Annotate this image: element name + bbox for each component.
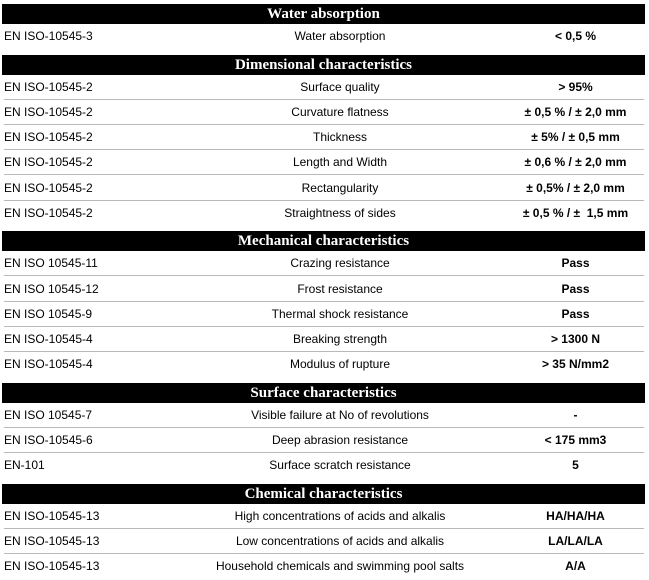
- value-cell: LA/LA/LA: [548, 534, 603, 549]
- property-cell: Frost resistance: [297, 281, 383, 296]
- standard-cell: EN ISO 10545-9: [4, 306, 93, 321]
- table-row: [0, 453, 649, 478]
- standard-cell: EN ISO-10545-2: [4, 205, 93, 220]
- property-cell: Rectangularity: [301, 180, 379, 195]
- table-row: [0, 277, 649, 302]
- section-header: Chemical characteristics: [2, 484, 645, 504]
- table-row: [0, 75, 649, 100]
- standard-cell: EN ISO-10545-4: [4, 357, 93, 372]
- standard-cell: EN ISO-10545-6: [4, 433, 93, 448]
- section-header: Mechanical characteristics: [2, 231, 645, 251]
- property-cell: Deep abrasion resistance: [271, 433, 409, 448]
- standard-cell: EN ISO-10545-2: [4, 79, 93, 94]
- property-cell: Surface quality: [300, 79, 380, 94]
- property-cell: Curvature flatness: [291, 104, 389, 119]
- standard-cell: EN ISO-10545-2: [4, 180, 93, 195]
- value-cell: -: [573, 407, 578, 422]
- standard-cell: EN ISO-10545-4: [4, 332, 93, 346]
- table-row: [0, 100, 649, 125]
- table-row: [0, 201, 649, 226]
- section-header: Water absorption: [2, 4, 645, 24]
- value-cell: ± 5% / ± 0,5 mm: [531, 130, 620, 145]
- value-cell: Pass: [561, 281, 590, 296]
- table-row: [0, 504, 649, 529]
- table-row: [0, 125, 649, 150]
- value-cell: A/A: [565, 559, 586, 574]
- property-cell: Length and Width: [292, 155, 388, 170]
- property-cell: Household chemicals and swimming pool salts: [215, 559, 465, 574]
- property-cell: Crazing resistance: [290, 256, 390, 271]
- value-cell: Pass: [561, 256, 590, 271]
- value-cell: ± 0,6 % / ± 2,0 mm: [524, 155, 627, 170]
- value-cell: HA/HA/HA: [546, 509, 605, 523]
- value-cell: < 0,5 %: [554, 29, 597, 43]
- property-cell: Water absorption: [294, 29, 386, 43]
- value-cell: ± 0,5% / ± 2,0 mm: [526, 180, 625, 195]
- value-cell: ± 0,5 % / ± 2,0 mm: [524, 104, 627, 119]
- standard-cell: EN ISO 10545-12: [4, 281, 99, 296]
- property-cell: Breaking strength: [292, 332, 388, 346]
- section-header: Surface characteristics: [2, 383, 645, 403]
- table-row: [0, 24, 649, 49]
- section-header: Dimensional characteristics: [2, 55, 645, 75]
- value-cell: > 1300 N: [550, 332, 601, 346]
- property-cell: Straightness of sides: [284, 205, 396, 220]
- table-row: [0, 529, 649, 554]
- standard-cell: EN-101: [4, 458, 45, 473]
- standard-cell: EN ISO-10545-13: [4, 559, 100, 574]
- standard-cell: EN ISO-10545-2: [4, 155, 93, 170]
- standard-cell: EN ISO-10545-2: [4, 104, 93, 119]
- standard-cell: EN ISO-10545-13: [4, 534, 100, 549]
- standard-cell: EN ISO 10545-11: [4, 256, 98, 271]
- property-cell: Thermal shock resistance: [271, 306, 409, 321]
- value-cell: > 35 N/mm2: [541, 357, 610, 372]
- value-cell: Pass: [561, 306, 590, 321]
- value-cell: > 95%: [558, 79, 593, 94]
- table-row: [0, 403, 649, 428]
- table-row: [0, 352, 649, 377]
- table-row: [0, 428, 649, 453]
- property-cell: Modulus of rupture: [289, 357, 391, 372]
- property-cell: Visible failure at No of revolutions: [251, 407, 429, 422]
- property-cell: Thickness: [312, 130, 368, 145]
- value-cell: ± 0,5 % / ± 1,5 mm: [522, 205, 629, 220]
- table-row: [0, 150, 649, 175]
- property-cell: Surface scratch resistance: [269, 458, 411, 473]
- standard-cell: EN ISO-10545-3: [4, 29, 93, 43]
- value-cell: 5: [572, 458, 579, 473]
- table-row: [0, 327, 649, 352]
- table-row: [0, 251, 649, 276]
- standard-cell: EN ISO 10545-7: [4, 407, 93, 422]
- table-row: [0, 176, 649, 201]
- standard-cell: EN ISO-10545-13: [4, 509, 100, 523]
- table-row: [0, 554, 649, 579]
- standard-cell: EN ISO-10545-2: [4, 130, 93, 145]
- table-row: [0, 302, 649, 327]
- value-cell: < 175 mm3: [544, 433, 607, 448]
- property-cell: High concentrations of acids and alkalis: [234, 509, 446, 523]
- property-cell: Low concentrations of acids and alkalis: [235, 534, 445, 549]
